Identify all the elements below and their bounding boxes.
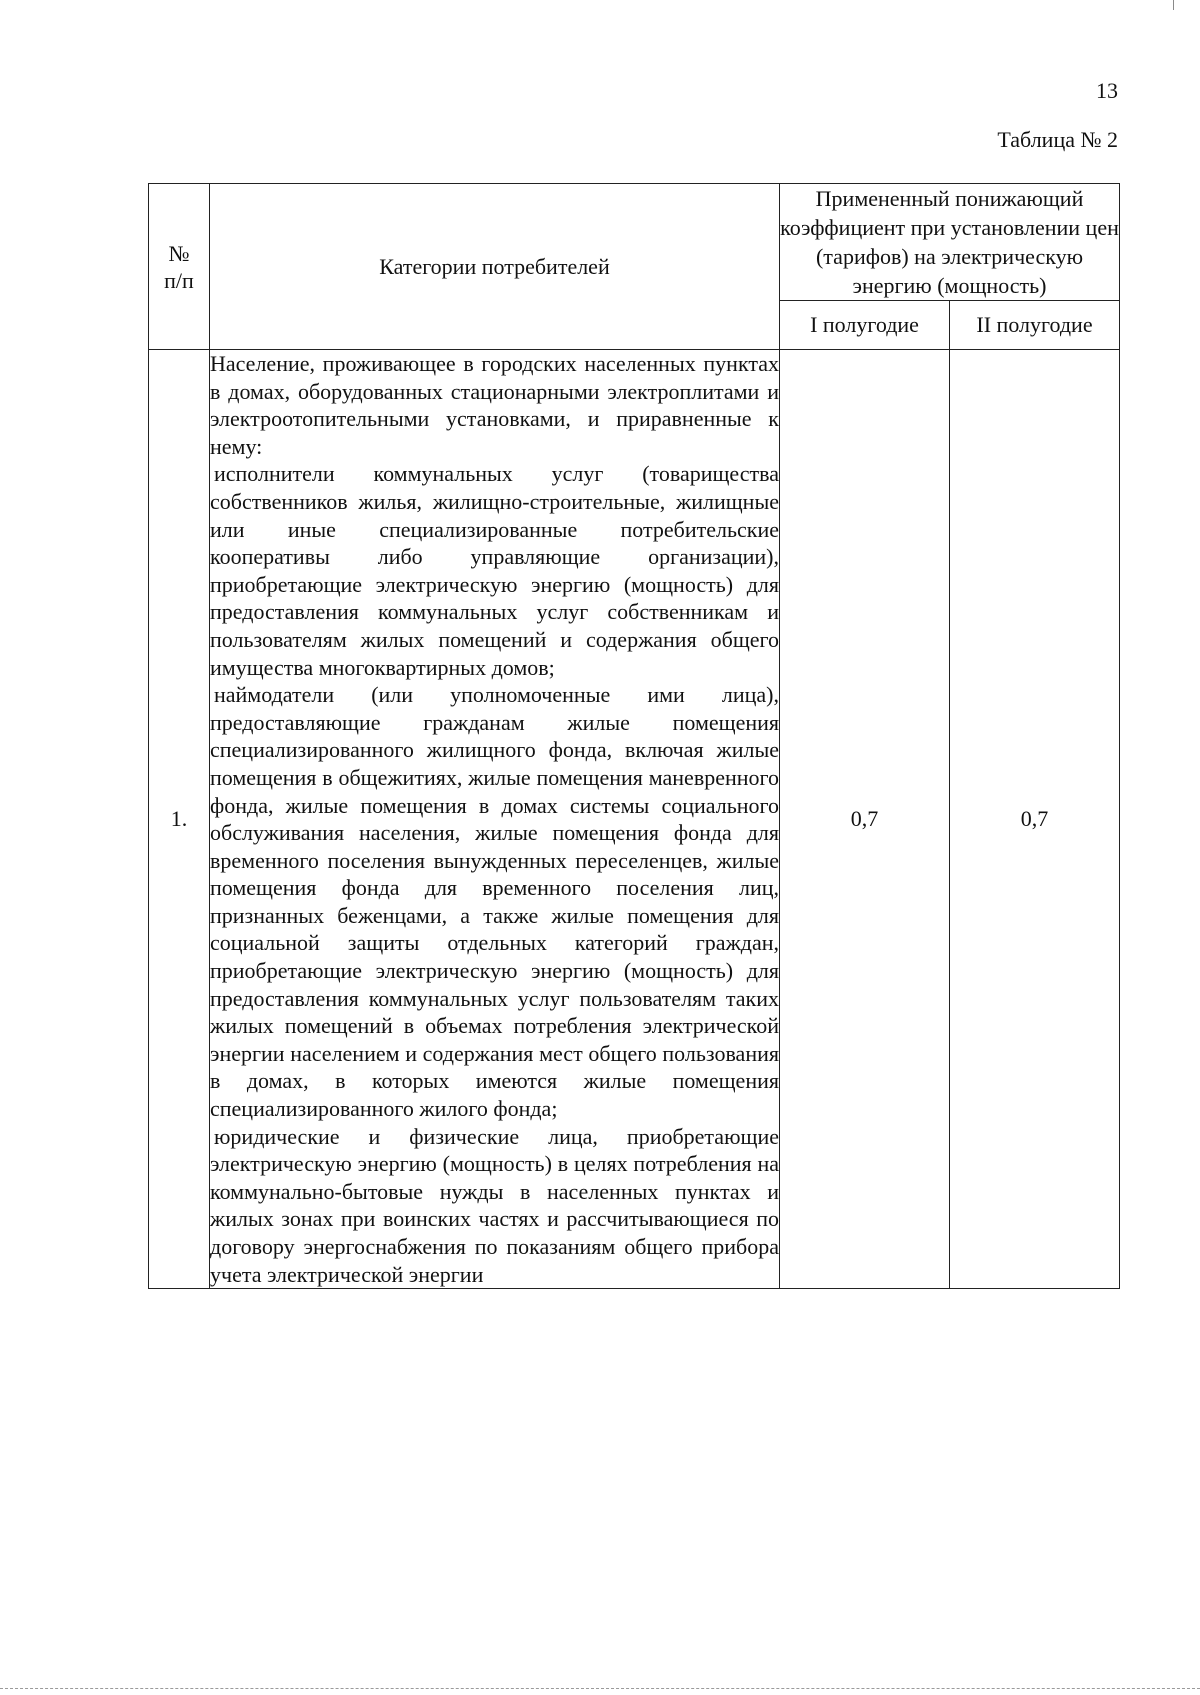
table-row — [149, 350, 1120, 1289]
coefficient-table — [148, 183, 1120, 1289]
header-coefficient: Примененный понижающий коэффициент при установлении цен (тарифов) на электрическую энергию (мощность) — [780, 184, 1120, 301]
category-paragraph: наймодатели (или уполномоченные ими лица), предоставляющие гражданам жилые помещения специализированного жилищного фонда, включая жилые помещения в общежитиях, жилые помещения маневренного фонда, жилые помещения в домах системы социального обслуживания населения, жилые помещения фонда для временного поселения вынужденных переселенцев, жилые помещения фонда для временного поселения лиц, признанных беженцами, а также жилые помещения для социальной защиты отдельных категорий граждан, приобретающие электрическую энергию (мощность) для предоставления коммунальных услуг пользователям таких жилых помещений в объемах потребления электрической энергии населением и содержания мест общего пользования в домах, в которых имеются жилые помещения специализированного жилого фонда; — [210, 682, 779, 1122]
table-header-row — [149, 184, 1120, 301]
value-half-1: 0,7 — [780, 350, 950, 1289]
table-caption: Таблица № 2 — [997, 127, 1118, 152]
header-category: Категории потребителей — [210, 184, 780, 350]
header-number — [149, 184, 210, 350]
header-number-label: № п/п — [164, 240, 194, 293]
page-number: 13 — [1096, 78, 1118, 103]
category-paragraph: Население, проживающее в городских населенных пунктах в домах, оборудованных стационарными электроплитами и электроотопительными установками, и приравненные к нему: — [210, 351, 779, 459]
header-half-1: I полугодие — [780, 301, 950, 350]
scan-bottom-line — [0, 1688, 1200, 1689]
scan-edge-mark — [1173, 0, 1174, 10]
category-paragraph: исполнители коммунальных услуг (товарищества собственников жилья, жилищно-строительные, жилищные или иные специализированные потребительские кооперативы либо управляющие организации), приобретающие электрическую энергию (мощность) для предоставления коммунальных услуг собственникам и пользователям жилых помещений и содержания общего имущества многоквартирных домов; — [210, 461, 779, 680]
category-paragraph: юридические и физические лица, приобретающие электрическую энергию (мощность) в целях потребления на коммунально-бытовые нужды в населенных пунктах и жилых зонах при воинских частях и рассчитывающиеся по договору энергоснабжения по показаниям общего прибора учета электрической энергии — [210, 1123, 779, 1287]
row-number: 1. — [149, 350, 210, 1289]
row-category-text — [210, 350, 780, 1289]
value-half-2: 0,7 — [950, 350, 1120, 1289]
header-half-2: II полугодие — [950, 301, 1120, 350]
